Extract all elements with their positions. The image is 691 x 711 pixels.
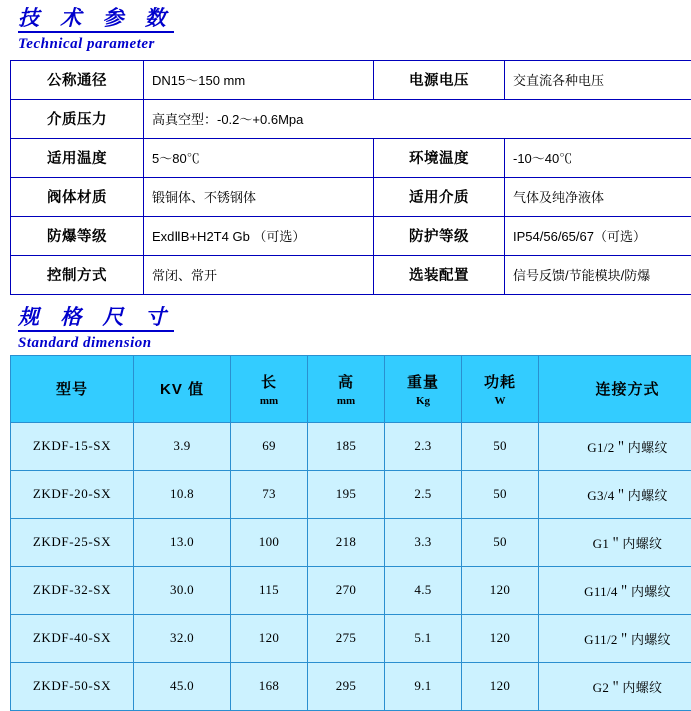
column-header-label: 高 — [338, 374, 354, 391]
standard-dimension-title-cn: 规 格 尺 寸 — [18, 305, 174, 332]
technical-parameter-title-en: Technical parameter — [18, 35, 681, 54]
param-label: 介质压力 — [11, 99, 144, 138]
standard-dimension-table — [10, 355, 691, 711]
cell-model: ZKDF-15-SX — [11, 422, 134, 470]
cell-kv: 13.0 — [134, 518, 231, 566]
cell-weight: 2.3 — [385, 422, 462, 470]
table-row — [11, 566, 691, 614]
param-value: IP54/56/65/67（可选） — [505, 216, 691, 255]
cell-power: 50 — [462, 422, 539, 470]
cell-kv: 10.8 — [134, 470, 231, 518]
table-row — [11, 138, 691, 177]
table-row — [11, 60, 691, 99]
param-value: 5～80℃ — [144, 138, 374, 177]
column-header-power — [462, 355, 539, 422]
cell-connection: G3/4＂内螺纹 — [539, 470, 691, 518]
cell-power: 50 — [462, 470, 539, 518]
column-header-label: 重量 — [407, 374, 439, 391]
cell-model: ZKDF-32-SX — [11, 566, 134, 614]
column-header-unit: mm — [310, 395, 382, 407]
param-value: DN15～150 mm — [144, 60, 374, 99]
column-header-kv — [134, 355, 231, 422]
technical-parameter-title-cn: 技 术 参 数 — [18, 6, 174, 33]
column-header-weight — [385, 355, 462, 422]
column-header-label: 连接方式 — [595, 381, 659, 398]
column-header-label: 功耗 — [484, 374, 516, 391]
column-header-unit: Kg — [387, 395, 459, 407]
cell-length: 73 — [231, 470, 308, 518]
cell-connection: G1＂内螺纹 — [539, 518, 691, 566]
standard-dimension-title-en: Standard dimension — [18, 334, 681, 353]
column-header-length — [231, 355, 308, 422]
table-header-row — [11, 355, 691, 422]
cell-weight: 2.5 — [385, 470, 462, 518]
cell-length: 120 — [231, 614, 308, 662]
cell-height: 185 — [308, 422, 385, 470]
cell-kv: 45.0 — [134, 662, 231, 710]
cell-connection: G11/4＂内螺纹 — [539, 566, 691, 614]
cell-height: 218 — [308, 518, 385, 566]
column-header-label: KV 值 — [160, 381, 204, 398]
cell-model: ZKDF-20-SX — [11, 470, 134, 518]
param-value: 锻铜体、不锈钢体 — [144, 177, 374, 216]
cell-model: ZKDF-25-SX — [11, 518, 134, 566]
table-row — [11, 422, 691, 470]
param-label: 防爆等级 — [11, 216, 144, 255]
param-value: 高真空型：-0.2～+0.6Mpa — [144, 99, 691, 138]
table-row — [11, 255, 691, 294]
cell-height: 195 — [308, 470, 385, 518]
technical-parameter-table — [10, 60, 691, 295]
cell-weight: 4.5 — [385, 566, 462, 614]
standard-dimension-heading — [18, 305, 681, 353]
param-value: -10～40℃ — [505, 138, 691, 177]
column-header-connection — [539, 355, 691, 422]
cell-model: ZKDF-50-SX — [11, 662, 134, 710]
param-value: 信号反馈/节能模块/防爆 — [505, 255, 691, 294]
param-label: 控制方式 — [11, 255, 144, 294]
table-row — [11, 470, 691, 518]
column-header-height — [308, 355, 385, 422]
cell-weight: 9.1 — [385, 662, 462, 710]
param-value: ExdⅡB+H2T4 Gb （可选） — [144, 216, 374, 255]
param-label: 公称通径 — [11, 60, 144, 99]
cell-height: 275 — [308, 614, 385, 662]
param-label: 选装配置 — [374, 255, 505, 294]
cell-length: 100 — [231, 518, 308, 566]
param-value: 交直流各种电压 — [505, 60, 691, 99]
table-row — [11, 99, 691, 138]
table-row — [11, 614, 691, 662]
technical-parameter-heading — [18, 6, 681, 54]
cell-connection: G11/2＂内螺纹 — [539, 614, 691, 662]
cell-height: 295 — [308, 662, 385, 710]
cell-weight: 3.3 — [385, 518, 462, 566]
cell-length: 115 — [231, 566, 308, 614]
cell-connection: G1/2＂内螺纹 — [539, 422, 691, 470]
column-header-label: 长 — [261, 374, 277, 391]
cell-power: 50 — [462, 518, 539, 566]
cell-kv: 30.0 — [134, 566, 231, 614]
column-header-label: 型号 — [56, 381, 88, 398]
cell-weight: 5.1 — [385, 614, 462, 662]
cell-height: 270 — [308, 566, 385, 614]
column-header-unit: W — [464, 395, 536, 407]
param-value: 常闭、常开 — [144, 255, 374, 294]
cell-length: 168 — [231, 662, 308, 710]
param-label: 阀体材质 — [11, 177, 144, 216]
table-row — [11, 216, 691, 255]
cell-power: 120 — [462, 566, 539, 614]
table-row — [11, 518, 691, 566]
param-label: 适用介质 — [374, 177, 505, 216]
column-header-model — [11, 355, 134, 422]
param-label: 电源电压 — [374, 60, 505, 99]
table-row — [11, 662, 691, 710]
cell-power: 120 — [462, 662, 539, 710]
cell-kv: 3.9 — [134, 422, 231, 470]
cell-kv: 32.0 — [134, 614, 231, 662]
param-label: 适用温度 — [11, 138, 144, 177]
cell-model: ZKDF-40-SX — [11, 614, 134, 662]
cell-connection: G2＂内螺纹 — [539, 662, 691, 710]
column-header-unit: mm — [233, 395, 305, 407]
param-label: 防护等级 — [374, 216, 505, 255]
cell-power: 120 — [462, 614, 539, 662]
param-value: 气体及纯净液体 — [505, 177, 691, 216]
cell-length: 69 — [231, 422, 308, 470]
table-row — [11, 177, 691, 216]
param-label: 环境温度 — [374, 138, 505, 177]
standard-dimension-section — [10, 305, 681, 711]
